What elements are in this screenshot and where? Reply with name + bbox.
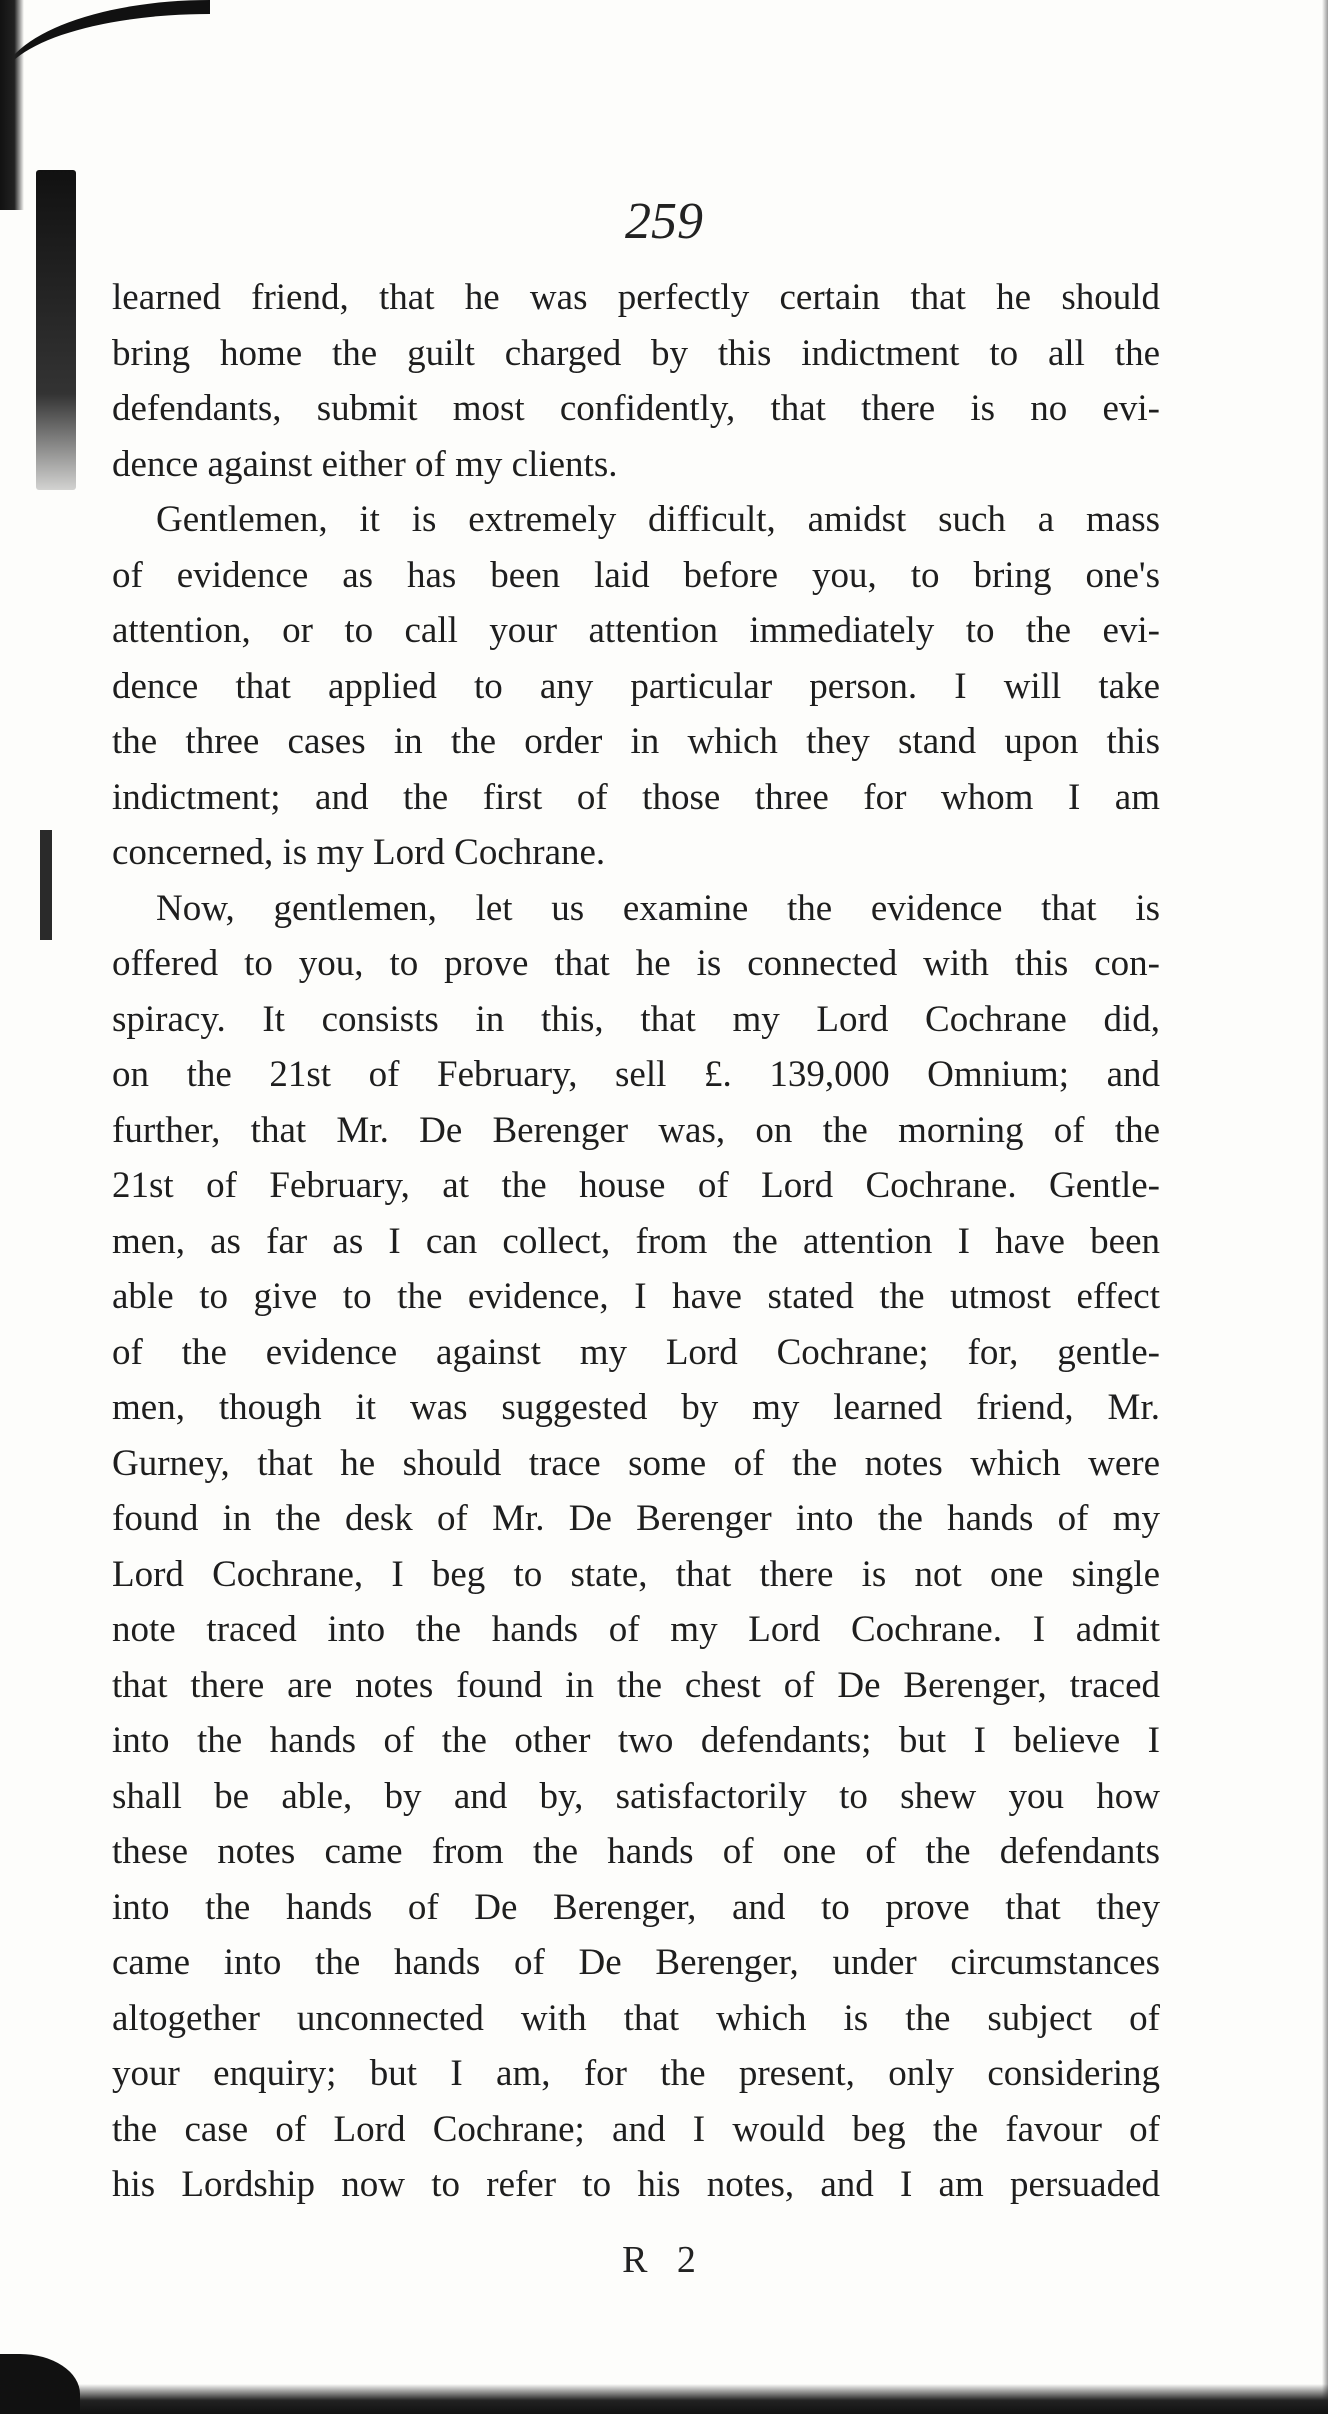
scan-margin-mark <box>40 830 52 940</box>
text-line: offered to you, to prove that he is connected with this con- <box>112 943 1160 984</box>
page-number: 259 <box>625 193 703 250</box>
body-text <box>112 270 1160 2213</box>
text-line: attention, or to call your attention immediately to the evi- <box>112 610 1160 651</box>
scan-binding-shadow <box>0 0 24 210</box>
text-line: learned friend, that he was perfectly certain that he should <box>112 277 1160 318</box>
text-line: note traced into the hands of my Lord Cochrane. I admit <box>112 1609 1160 1650</box>
text-line: his Lordship now to refer to his notes, and I am persuaded <box>112 2164 1160 2205</box>
text-line: into the hands of De Berenger, and to prove that they <box>112 1886 1160 1928</box>
text-line: into the hands of the other two defendants; but I believe I <box>112 1720 1160 1761</box>
scan-binding-curve <box>0 2354 80 2414</box>
text-line: your enquiry; but I am, for the present, only considering <box>112 2053 1160 2094</box>
text-line: Lord Cochrane, I beg to state, that there is not one single <box>112 1553 1160 1595</box>
scan-binding-curve <box>0 0 210 104</box>
text-line: of the evidence against my Lord Cochrane; for, gentle- <box>112 1331 1160 1373</box>
text-line: altogether unconnected with that which is the subject of <box>112 1997 1160 2039</box>
text-line: of evidence as has been laid before you, to bring one's <box>112 554 1160 596</box>
text-line: Gurney, that he should trace some of the notes which were <box>112 1442 1160 1484</box>
text-line: men, though it was suggested by my learned friend, Mr. <box>112 1387 1160 1428</box>
text-line: dence that applied to any particular person. I will take <box>112 665 1160 707</box>
text-line: came into the hands of De Berenger, under circumstances <box>112 1942 1160 1983</box>
text-line: the three cases in the order in which they stand upon this <box>112 721 1160 762</box>
text-line: men, as far as I can collect, from the attention I have been <box>112 1220 1160 1262</box>
text-line: further, that Mr. De Berenger was, on the morning of the <box>112 1109 1160 1151</box>
text-line: found in the desk of Mr. De Berenger into the hands of my <box>112 1498 1160 1539</box>
text-line: able to give to the evidence, I have stated the utmost effect <box>112 1276 1160 1317</box>
signature-mark: R 2 <box>622 2239 706 2281</box>
text-line: Now, gentlemen, let us examine the evidence that is <box>156 887 1160 929</box>
text-line: spiracy. It consists in this, that my Lord Cochrane did, <box>112 998 1160 1040</box>
text-line: bring home the guilt charged by this indictment to all the <box>112 332 1160 374</box>
text-line: defendants, submit most confidently, that there is no evi- <box>112 388 1160 429</box>
text-line: on the 21st of February, sell £. 139,000 Omnium; and <box>112 1054 1160 1095</box>
text-line: shall be able, by and by, satisfactorily to shew you how <box>112 1775 1160 1817</box>
text-line: Gentlemen, it is extremely difficult, amidst such a mass <box>156 499 1160 540</box>
text-line: the case of Lord Cochrane; and I would beg the favour of <box>112 2108 1160 2150</box>
text-line: dence against either of my clients. <box>112 443 618 485</box>
scan-page-edge <box>1322 0 1328 2414</box>
text-line: that there are notes found in the chest of De Berenger, traced <box>112 1664 1160 1706</box>
text-line: these notes came from the hands of one of the defendants <box>112 1831 1160 1872</box>
scan-page-edge <box>0 2384 1328 2414</box>
text-line: indictment; and the first of those three for whom I am <box>112 776 1160 818</box>
text-line: concerned, is my Lord Cochrane. <box>112 832 606 873</box>
text-line: 21st of February, at the house of Lord Cochrane. Gentle- <box>112 1165 1160 1206</box>
